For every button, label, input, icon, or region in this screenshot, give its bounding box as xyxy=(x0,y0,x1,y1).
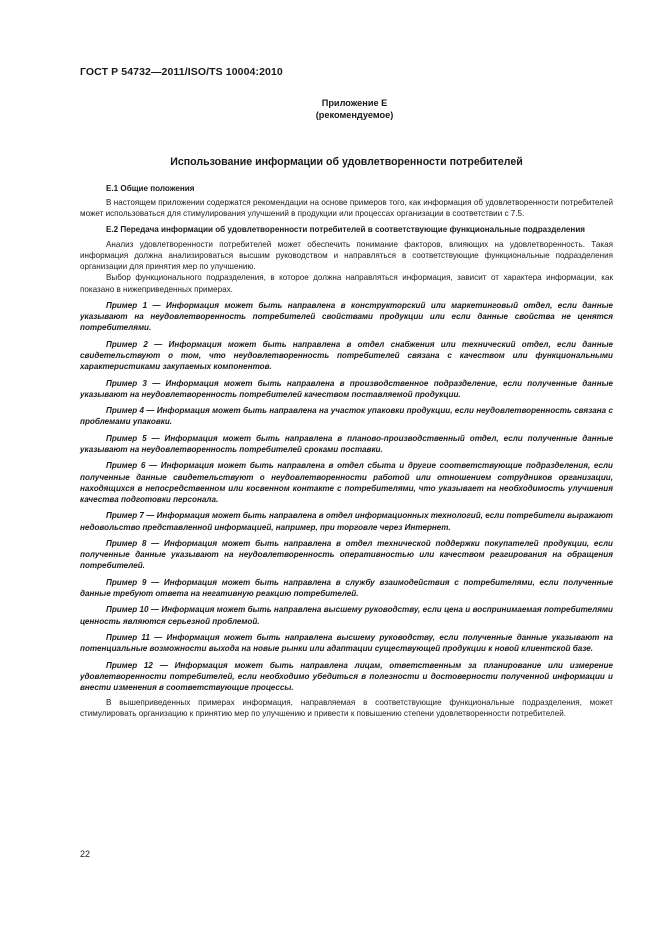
example-3: Пример 3 — Информация может быть направлена в производственное подразделение, если полученные данные указывают на неудовлетворенность потребителей качеством поставляемой продукции. xyxy=(80,378,613,399)
example-7: Пример 7 — Информация может быть направлена в отдел информационных технологий, если потребители выражают недовольство представленной информацией, например, при торговле через Интернет. xyxy=(80,511,613,532)
section-e2-paragraph-1: Анализ удовлетворенности потребителей может обеспечить понимание факторов, влияющих на удовлетворенность. Такая информация должна анализироваться высшим руководством и направляться в соответствующие функциональные подразделения организации для принятия мер по улучшению. xyxy=(80,239,613,272)
annex-title: Использование информации об удовлетворенности потребителей xyxy=(170,156,523,168)
example-12: Пример 12 — Информация может быть направлена лицам, ответственным за планирование или измерение удовлетворенности потребителей, если необходимо убедиться в полезности и достоверности полученной информации и внести изменения в соответствующие процессы. xyxy=(80,660,613,692)
example-2: Пример 2 — Информация может быть направлена в отдел снабжения или технический отдел, если данные свидетельствуют о том, что неудовлетворенность потребителей связана с качеством или функциональными характеристиками закупаемых компонентов. xyxy=(80,339,613,372)
document-body xyxy=(80,183,613,720)
annex-heading xyxy=(0,97,661,121)
example-6: Пример 6 — Информация может быть направлена в отдел сбыта и другие соответствующие подразделения, если полученные данные свидетельствуют о неудовлетворенности работой или отношением сотрудников организации, находящихся в непосредственном или косвенном контакте с потребителями, что указывает на необходимость улучшения качества подготовки персонала. xyxy=(80,461,613,504)
example-1: Пример 1 — Информация может быть направлена в конструкторский или маркетинговый отдел, если данные указывают на неудовлетворенность потребителей свойствами продукции или если данные свойства не ценятся потребителями. xyxy=(80,301,613,333)
example-9: Пример 9 — Информация может быть направлена в службу взаимодействия с потребителями, если полученные данные требуют ответа на негативную реакцию потребителей. xyxy=(80,577,613,598)
standard-header: ГОСТ Р 54732—2011/ISO/TS 10004:2010 xyxy=(80,66,283,78)
example-4: Пример 4 — Информация может быть направлена на участок упаковки продукции, если неудовлетворенность связана с проблемами упаковки. xyxy=(80,406,613,427)
example-11: Пример 11 — Информация может быть направлена высшему руководству, если полученные данные указывают на потенциальные возможности выхода на новые рынки или адаптации существующей продукции к новой клиентской базе. xyxy=(80,632,613,654)
example-10: Пример 10 — Информация может быть направлена высшему руководству, если цена и воспринимаемая потребителями ценность являются серьезной проблемой. xyxy=(80,605,613,626)
section-e2-paragraph-2: Выбор функционального подразделения, в которое должна направляться информация, зависит от характера информации, как показано в нижеприведенных примерах. xyxy=(80,273,613,294)
annex-status: (рекомендуемое) xyxy=(315,110,394,120)
example-5: Пример 5 — Информация может быть направлена в планово-производственный отдел, если полученные данные указывают на неудовлетворенность потребителей сроками поставки. xyxy=(80,433,613,454)
annex-label: Приложение Е xyxy=(321,98,388,108)
section-e2-heading: Е.2 Передача информации об удовлетворенности потребителей в соответствующие функциональные подразделения xyxy=(106,224,586,234)
closing-paragraph: В вышеприведенных примерах информация, направляемая в соответствующие функциональные подразделения, может стимулировать организацию к принятию мер по улучшению и привести к повышению степени удовлетворенности потребителей. xyxy=(80,698,613,719)
section-e1-heading: Е.1 Общие положения xyxy=(106,184,195,193)
example-8: Пример 8 — Информация может быть направлена в отдел технической поддержки покупателей продукции, если полученные данные указывают на неудовлетворенность оперативностью или качеством реагирования на обращения потребителей. xyxy=(80,538,613,571)
page-number: 22 xyxy=(80,849,91,859)
section-e1-text: В настоящем приложении содержатся рекомендации на основе примеров того, как информация об удовлетворенности потребителей может использоваться для стимулирования улучшений в продукции или процессах организации в соответствии с 7.5. xyxy=(80,198,613,219)
